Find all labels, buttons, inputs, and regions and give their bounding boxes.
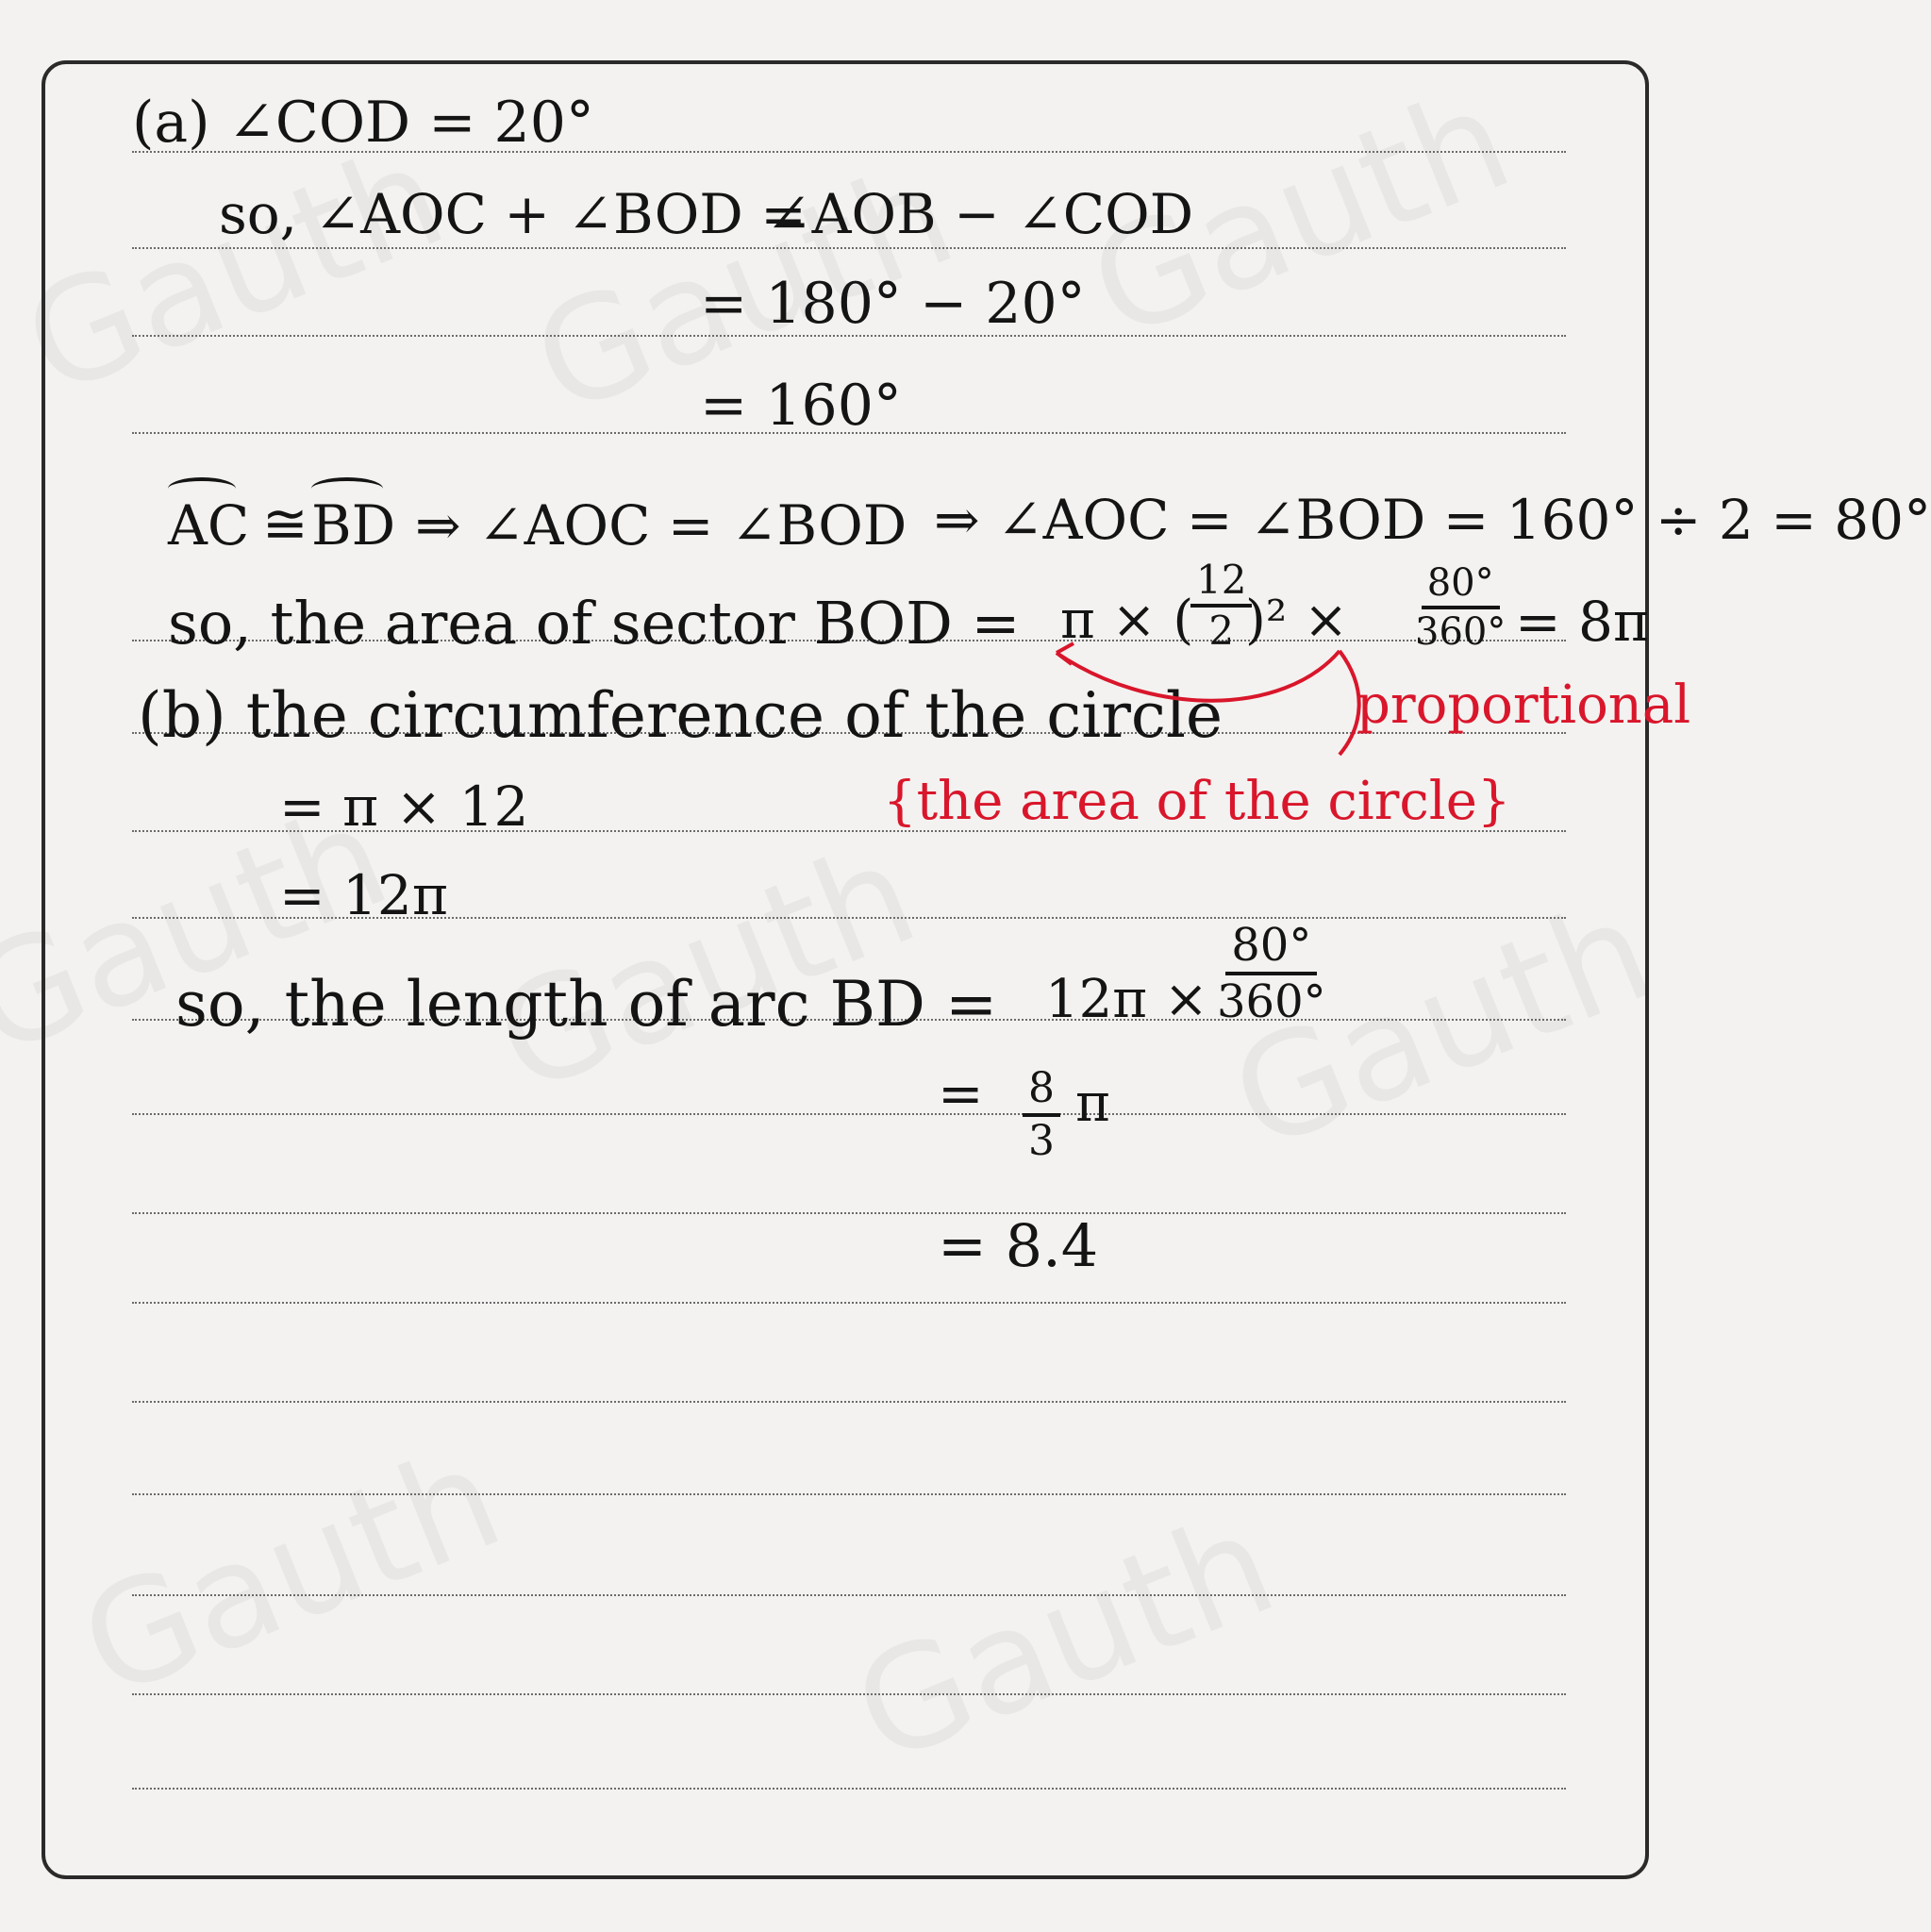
arc-angle-fraction [1217,919,1326,1028]
angle-sum-lhs: so, ∠AOC + ∠BOD = [219,182,807,246]
part-a-given: (a) ∠COD = 20° [132,90,594,156]
part-b-circumference: (b) the circumference of the circle [138,679,1224,752]
arc-length-fraction-den: 3 [1028,1117,1055,1165]
annotation-arrow [1038,613,1434,755]
arc-angle-fraction-num: 80° [1225,923,1317,975]
radius-fraction-num: 12 [1190,560,1252,608]
arc-length-pi: π [1075,1073,1110,1134]
ruled-line [132,1212,1566,1214]
ruled-line [132,1113,1566,1115]
arc-length-eq: = [938,1061,984,1125]
congruent-symbol: ≅ [262,491,308,556]
circumference-step-2: = 12π [279,863,448,927]
implies-equal-angles: ⇒ ∠AOC = ∠BOD [415,493,907,558]
note-proportional: proportional [1357,675,1691,736]
sector-area-result: = 8π [1515,590,1650,654]
sector-area-power: )² × [1245,590,1349,651]
angle-fraction-den: 360° [1415,610,1507,654]
ruled-line [132,1594,1566,1596]
radius-fraction-den: 2 [1208,608,1235,654]
arc-length-fraction-num: 8 [1023,1068,1060,1117]
angle-sum-rhs: ∠AOB − ∠COD [766,182,1194,246]
arc-bd-overline [311,477,383,500]
arc-length-fraction [1023,1064,1060,1165]
implies-angle-value: ⇒ ∠AOC = ∠BOD = 160° ÷ 2 = 80° [934,488,1931,552]
arc-ac-label: AC [168,493,250,558]
angle-step-2: = 160° [700,373,902,439]
arc-angle-fraction-den: 360° [1217,975,1326,1028]
circumference-step-1: = π × 12 [279,774,529,839]
ruled-line [132,1493,1566,1495]
ruled-line [132,1401,1566,1403]
note-area-of-circle: {the area of the circle} [883,771,1511,832]
arc-length-text: so, the length of arc BD = [175,968,998,1041]
ruled-line [132,1788,1566,1790]
ruled-line [132,1302,1566,1304]
arc-length-expr: 12π × [1045,969,1208,1030]
sector-area-text: so, the area of sector BOD = [168,589,1021,658]
arc-bd-label: BD [311,493,396,558]
sector-area-pi: π × ( [1060,590,1194,651]
angle-step-1: = 180° − 20° [700,271,1086,337]
arc-ac-overline [168,477,236,500]
ruled-line [132,247,1566,249]
angle-fraction-num: 80° [1422,564,1500,609]
ruled-line [132,1693,1566,1695]
arc-length-result: = 8.4 [938,1211,1099,1280]
